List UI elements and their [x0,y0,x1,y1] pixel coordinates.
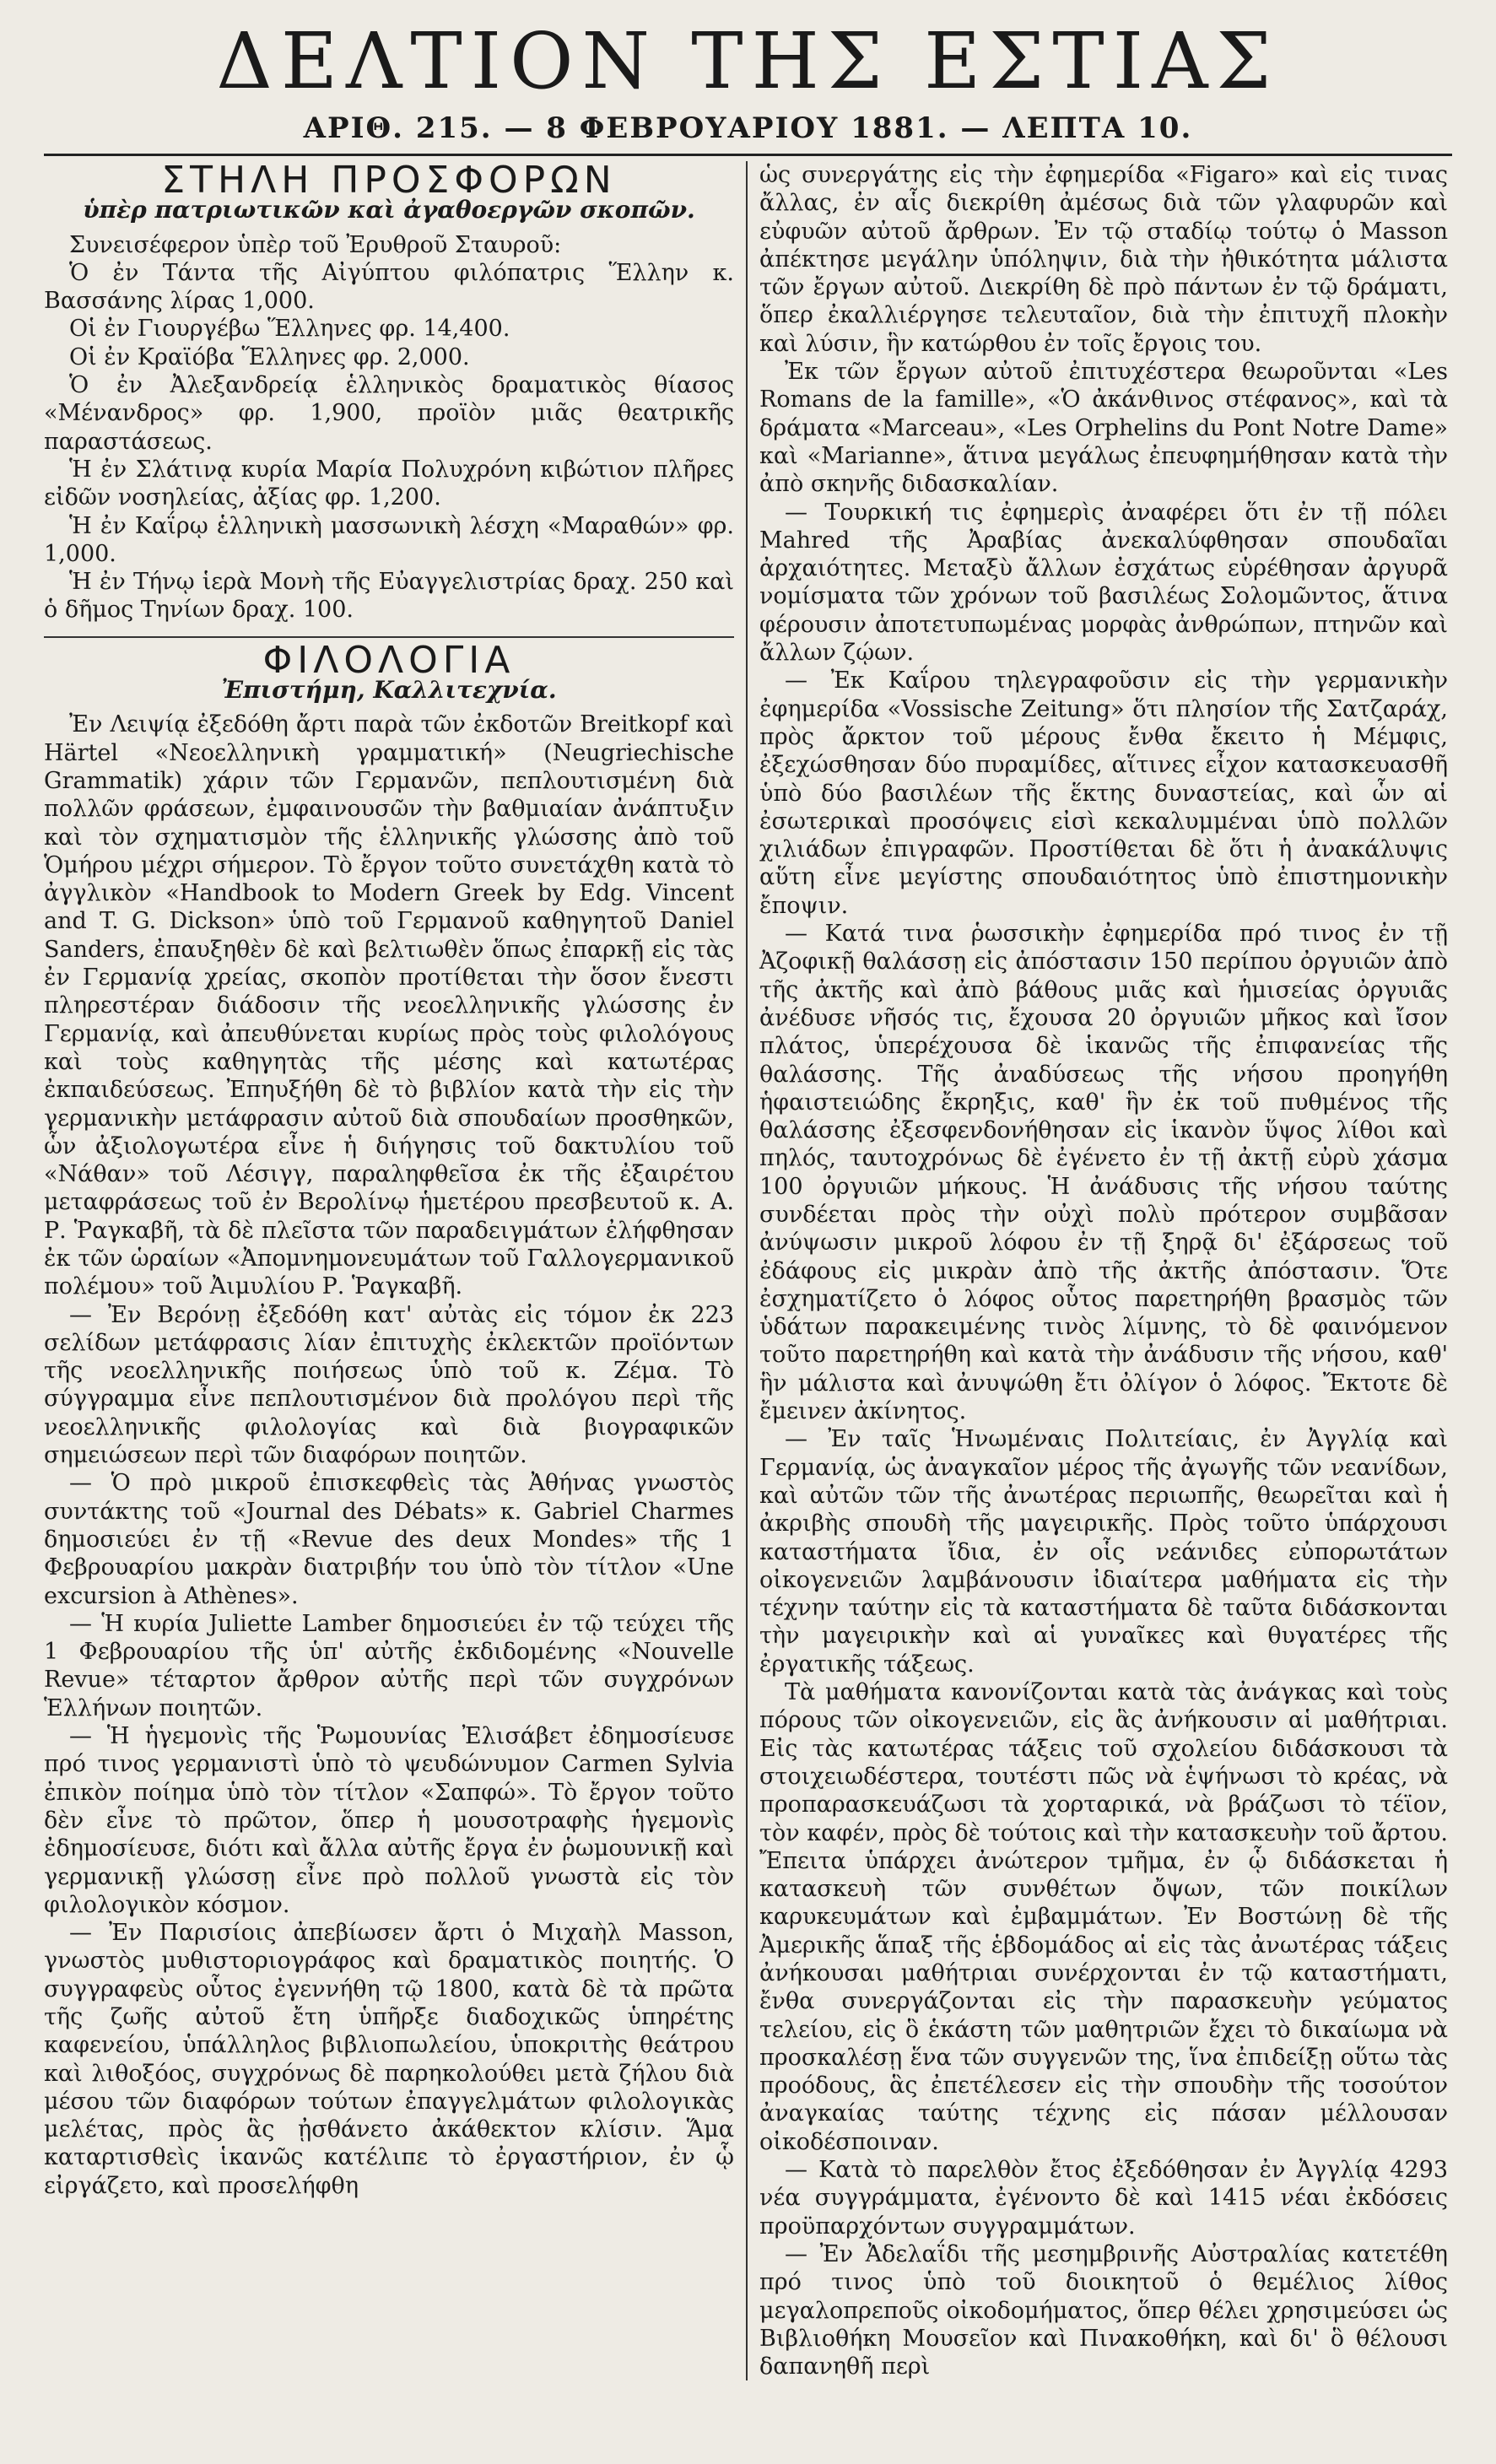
article-paragraph: Τὰ μαθήματα κανονίζονται κατὰ τὰς ἀνάγκας καὶ τοὺς πόρους τῶν οἰκογενειῶν, εἰς ἃς ἀνήκουσιν αἱ μαθήτριαι. Εἰς τὰς κατωτέρας τάξεις τοῦ σχολείου διδάσκουσι τὰ στοιχειωδέστερα, τουτέστι πῶς νὰ ἑψήνωσι τὸ κρέας, νὰ προπαρασκευάζωσι τὰ χορταρικά, νὰ βράζωσι τὸ τέϊον, τὸν καφέν, πρὸς δὲ τούτοις καὶ τὴν κατασκευὴν τοῦ ἄρτου. Ἔπειτα ὑπάρχει ἀνώτερον τμῆμα, ἐν ᾧ διδάσκεται ἡ κατασκευὴ τῶν συνθέτων ὄψων, τῶν ποικίλων καρυκευμάτων καὶ ἐμβαμμάτων. Ἐν Βοστώνῃ δὲ τῆς Ἀμερικῆς ἅπαξ τῆς ἑβδομάδος αἱ εἰς τὰς ἀνωτέρας τάξεις ἀνήκουσαι μαθήτριαι συνέρχονται ἐν τῷ καταστήματι, ἔνθα συνεργάζονται εἰς τὴν παρασκευὴν γεύματος τελείου, εἰς ὃ ἑκάστη τῶν μαθητριῶν ἔχει τὸ δικαίωμα νὰ προσκαλέσῃ ἕνα τῶν συγγενῶν της, ἵνα ἐπιδείξῃ οὕτω τὰς προόδους, ἃς ἐπετέλεσεν εἰς τὴν σπουδὴν τῆς τοσούτον ἀναγκαίας ταύτης τέχνης εἰς πάσαν μέλλουσαν οἰκοδέσποιναν. [759,1679,1448,2155]
offers-paragraph: Συνεισέφερον ὑπὲρ τοῦ Ἐρυθροῦ Σταυροῦ: [69,231,562,258]
offers-paragraph: Οἱ ἐν Κραϊόβα Ἕλληνες φρ. 2,000. [69,343,470,370]
header-rule [44,154,1452,156]
article-paragraph: Ἐκ τῶν ἔργων αὐτοῦ ἐπιτυχέστερα θεωροῦνται «Les Romans de la famille», «Ὁ ἀκάνθινος στέφανος», καὶ τὰ δράματα «Marceau», «Les Orphelins du Pont Notre Dame» καὶ «Marianne», ἅτινα μεγάλως ἐπευφημήθησαν κατὰ τὴν ἀπὸ σκηνῆς διδασκαλίαν. [759,359,1448,498]
article-paragraph: — Ἐν Παρισίοις ἀπεβίωσεν ἄρτι ὁ Μιχαὴλ Masson, γνωστὸς μυθιστοριογράφος καὶ δραματικὸς ποιητής. Ὁ συγγραφεὺς οὗτος ἐγεννήθη τῷ 1800, κατὰ δὲ τὰ πρῶτα τῆς ζωῆς αὐτοῦ ἔτη ὑπῆρξε διαδοχικῶς ὑπηρέτης καφενείου, ὑπάλληλος βιβλιοπωλείου, ὑποκριτὴς θεάτρου καὶ λιθοξόος, συγχρόνως δὲ παρηκολούθει μετὰ ζήλου διὰ μέσου τῶν διαφόρων τούτων ἐπαγγελμάτων φιλολογικὰς μελέτας, πρὸς ἃς ᾐσθάνετο ἀκάθεκτον κλίσιν. Ἅμα καταρτισθεὶς ἱκανῶς κατέλιπε τὸ ἐργαστήριον, ἐν ᾧ εἰργάζετο, καὶ προσελήφθη [44,1920,734,2199]
section-divider [44,636,734,638]
article-paragraph: — Ἐκ Καΐρου τηλεγραφοῦσιν εἰς τὴν γερμανικὴν ἐφημερίδα «Vossische Zeitung» ὅτι πλησίον τῆς Σατζαράχ, πρὸς ἄρκτον τοῦ μέρους ἔνθα ἔκειτο ἡ Μέμφις, ἐξεχώσθησαν δύο πυραμίδες, αἵτινες εἶχον κατασκευασθῆ ὑπὸ δύο βασιλέων τῆς ἕκτης δυναστείας, καὶ ὧν αἱ ἐσωτερικαὶ προσόψεις εἰσὶ κεκαλυμμέναι ὑπὸ πολλῶν χιλιάδων ἐπιγραφῶν. Προστίθεται δὲ ὅτι ἡ ἀνακάλυψις αὕτη εἶνε μεγίστης σπουδαιότητος ὑπὸ ἐπιστημονικὴν ἔποψιν. [759,667,1448,919]
article-paragraph: — Ὁ πρὸ μικροῦ ἐπισκεφθεὶς τὰς Ἀθήνας γνωστὸς συντάκτης τοῦ «Journal des Débats» κ. Gabriel Charmes δημοσιεύει ἐν τῇ «Revue des deux Mondes» τῆς 1 Φεβρουαρίου μακρὰν διατριβήν του ὑπὸ τὸν τίτλον «Une excursion à Athènes». [44,1470,734,1609]
article-paragraph: ὡς συνεργάτης εἰς τὴν ἐφημερίδα «Figaro» καὶ εἰς τινας ἄλλας, ἐν αἷς διεκρίθη ἀμέσως διὰ τῶν γλαφυρῶν καὶ εὐφυῶν αὐτοῦ ἄρθρων. Ἐν τῷ σταδίῳ τούτῳ ὁ Masson ἀπέκτησε μεγάλην ὑπόληψιν, διὰ τὴν ἠθικότητα μάλιστα τῶν ἔργων αὐτοῦ. Διεκρίθη δὲ πρὸ πάντων ἐν τῷ δράματι, ὅπερ ἐκαλλιέργησε τελευταῖον, διὰ τὴν ἐπιτυχῆ πλοκὴν καὶ λύσιν, ἣν κατώρθου ἐν τοῖς ἔργοις του. [759,162,1448,357]
offers-paragraph: Οἱ ἐν Γιουργέβω Ἕλληνες φρ. 14,400. [69,316,510,343]
offers-paragraph: Ἡ ἐν Τήνῳ ἱερὰ Μονὴ τῆς Εὐαγγελιστρίας δραχ. 250 καὶ ὁ δῆμος Τηνίων δραχ. 100. [44,569,734,624]
left-column [44,161,746,2380]
philology-subtitle: Ἐπιστήμη, Καλλιτεχνία. [221,676,557,705]
right-column [746,161,1448,2380]
article-paragraph: — Κατὰ τὸ παρελθὸν ἔτος ἐξεδόθησαν ἐν Ἀγγλίᾳ 4293 νέα συγγράμματα, ἐγένοντο δὲ καὶ 1415 νέαι ἐκδόσεις προϋπαρχόντων συγγραμμάτων. [759,2157,1448,2240]
article-paragraph: — Τουρκική τις ἐφημερὶς ἀναφέρει ὅτι ἐν τῇ πόλει Mahred τῆς Ἀραβίας ἀνεκαλύφθησαν σπουδαῖαι ἀρχαιότητες. Μεταξὺ ἄλλων ἐσχάτως εὑρέθησαν ἀργυρᾶ νομίσματα τῶν χρόνων τοῦ βασιλέως Σολομῶντος, ἅτινα φέρουσιν ἀποτετυπωμένας μορφὰς ἀνθρώπων, πτηνῶν καὶ ἄλλων ζῴων. [759,499,1448,667]
article-paragraph: Ἐν Λειψίᾳ ἐξεδόθη ἄρτι παρὰ τῶν ἐκδοτῶν Breitkopf καὶ Härtel «Νεοελληνικὴ γραμματική» (Neugriechische Grammatik) χάριν τῶν Γερμανῶν, πεπλουτισμένη διὰ πολλῶν φράσεων, ἐμφαινουσῶν τὴν βαθμιαίαν ἀνάπτυξιν καὶ τὸν σχηματισμὸν τῆς ἑλληνικῆς γλώσσης ἀπὸ τοῦ Ὁμήρου μέχρι σήμερον. Τὸ ἔργον τοῦτο συνετάχθη κατὰ τὸ ἀγγλικὸν «Handbook to Modern Greek by Edg. Vincent and T. G. Dickson» ὑπὸ τοῦ Γερμανοῦ καθηγητοῦ Daniel Sanders, ἐπαυξηθὲν δὲ καὶ βελτιωθὲν ὅπως ἐπαρκῇ εἰς τὰς ἐν Γερμανίᾳ χρείας, σκοπὸν προτίθεται τὴν ὅσον ἔνεστι πληρεστέραν διάδοσιν τῆς νεοελληνικῆς γλώσσης ἐν Γερμανίᾳ, καὶ ἀπευθύνεται κυρίως πρὸς τοὺς φιλολόγους καὶ τοὺς καθηγητὰς τῆς μέσης καὶ κατωτέρας ἐκπαιδεύσεως. Ἐπηυξήθη δὲ τὸ βιβλίον κατὰ τὴν εἰς τὴν γερμανικὴν μετάφρασιν αὐτοῦ διὰ σπουδαίων προσθηκῶν, ὧν ἀξιολογωτέρα εἶνε ἡ διήγησις τοῦ δακτυλίου τοῦ «Νάθαν» τοῦ Λέσιγγ, παραληφθεῖσα ἐκ τῆς ἐξαιρέτου μεταφράσεως τοῦ ἐν Βερολίνῳ ἡμετέρου πρεσβευτοῦ κ. Α. Ρ. Ῥαγκαβῆ, τὰ δὲ πλεῖστα τῶν παραδειγμάτων ἐλήφθησαν ἐκ τῶν ὡραίων «Ἀπομνημονευμάτων τοῦ Γαλλογερμανικοῦ πολέμου» τοῦ Ἀιμυλίου Ρ. Ῥαγκαβῆ. [44,711,734,1300]
masthead: ΔΕΛΤΙΟΝ ΤΗΣ ΕΣΤΙΑΣ [216,16,1280,106]
article-paragraph: — Ἐν Ἀδελαΐδι τῆς μεσημβρινῆς Αὐστραλίας κατετέθη πρό τινος ὑπὸ τοῦ διοικητοῦ ὁ θεμέλιος λίθος μεγαλοπρεποῦς οἰκοδομήματος, ὅπερ θέλει χρησιμεύσει ὡς Βιβλιοθήκη Μουσεῖον καὶ Πινακοθήκη, καὶ δι' ὃ θέλουσι δαπανηθῆ περὶ [759,2240,1448,2380]
article-paragraph: — Ἐν ταῖς Ἡνωμέναις Πολιτείαις, ἐν Ἀγγλίᾳ καὶ Γερμανίᾳ, ὡς ἀναγκαῖον μέρος τῆς ἀγωγῆς τῶν νεανίδων, καὶ αὐτῶν τῶν τῆς ἀνωτέρας περιωπῆς, θεωρεῖται καὶ ἡ ἀκριβὴς σπουδὴ τῆς μαγειρικῆς. Πρὸς τοῦτο ὑπάρχουσι καταστήματα ἴδια, ἐν οἷς νεάνιδες εὐπορωτάτων οἰκογενειῶν λαμβάνουσιν ἰδιαίτερα μαθήματα εἰς τὴν τέχνην ταύτην εἰς τὰ καταστήματα δὲ ταῦτα διδάσκονται τὴν μαγειρικὴν καὶ αἱ γυναῖκες καὶ θυγατέρες τῆς ἐργατικῆς τάξεως. [759,1426,1448,1678]
article-paragraph: — Ἡ ἡγεμονὶς τῆς Ῥωμουνίας Ἐλισάβετ ἐδημοσίευσε πρό τινος γερμανιστὶ ὑπὸ τὸ ψευδώνυμον Carmen Sylvia ἐπικὸν ποίημα ὑπὸ τὸν τίτλον «Σαπφώ». Τὸ ἔργον τοῦτο δὲν εἶνε τὸ πρῶτον, ὅπερ ἡ μουσοτραφὴς ἡγεμονὶς ἐδημοσίευσε, διότι καὶ ἄλλα αὐτῆς ἔργα ἐν ῥωμουνικῇ καὶ γερμανικῇ γλώσσῃ εἶνε πρὸ πολλοῦ γνωστὰ εἰς τὸν φιλολογικὸν κόσμον. [44,1723,734,1918]
article-paragraph: — Κατά τινα ῥωσσικὴν ἐφημερίδα πρό τινος ἐν τῇ Ἀζοφικῇ θαλάσσῃ εἰς ἀπόστασιν 150 περίπου ὀργυιῶν ἀπὸ τῆς ἀκτῆς καὶ ἀπὸ βάθους μιᾶς καὶ ἡμισείας ὀργυιᾶς ἀνέδυσε νῆσός τις, ἔχουσα 20 ὀργυιῶν μῆκος καὶ ἴσον πλάτος, ὑπερέχουσα δὲ ἱκανῶς τῆς ἐπιφανείας τῆς θαλάσσης. Τῆς ἀναδύσεως τῆς νήσου προηγήθη ἡφαιστειώδης ἔκρηξις, καθ' ἣν ἐκ τοῦ πυθμένος τῆς θαλάσσης ἐξεσφενδονήθησαν εἰς ἱκανὸν ὕψος λίθοι καὶ πηλός, ταυτοχρόνως δὲ ἐγένετο ἐν τῇ ἀκτῇ εὐρὺ χάσμα 100 ὀργυιῶν μήκους. Ἡ ἀνάδυσις τῆς νήσου ταύτης συνδέεται πρὸς τὴν οὐχὶ πολὺ πρότερον συμβᾶσαν ἀνύψωσιν μικροῦ λόφου ἐν τῇ ξηρᾷ δι' ἐξάρσεως τοῦ ἐδάφους εἰς μικρὰν ἀπὸ τῆς ἀκτῆς ἀπόστασιν. Ὅτε ἐσχηματίζετο ὁ λόφος οὗτος παρετηρήθη βρασμὸς τῶν ὑδάτων παρακειμένης τινὸς λίμνης, τὸ δὲ φαινόμενον τοῦτο παρετηρήθη καὶ κατὰ τὴν ἀνάδυσιν τῆς νήσου, καθ' ἣν μάλιστα καὶ ἀνυψώθη ἔτι ὀλίγον ὁ λόφος. Ἔκτοτε δὲ ἔμεινεν ἀκίνητος. [759,921,1448,1425]
issue-line: ΑΡΙΘ. 215. — 8 ΦΕΒΡΟΥΑΡΙΟΥ 1881. — ΛΕΠΤΑ 10. [303,111,1193,145]
article-paragraph: — Ἐν Βερόνῃ ἐξεδόθη κατ' αὐτὰς εἰς τόμον ἐκ 223 σελίδων μετάφρασις λίαν ἐπιτυχὴς ἐκλεκτῶν προϊόντων τῆς νεοελληνικῆς ποιήσεως ὑπὸ τοῦ κ. Ζέμα. Τὸ σύγγραμμα εἶνε πεπλουτισμένον διὰ προλόγου περὶ τῆς νεοελληνικῆς φιλολογίας καὶ διὰ βιογραφικῶν σημειώσεων περὶ τῶν διαφόρων ποιητῶν. [44,1301,734,1469]
philology-title: ΦΙΛΟΛΟΓΙΑ [262,638,516,682]
offers-paragraph: Ἡ ἐν Σλάτινᾳ κυρία Μαρία Πολυχρόνη κιβώτιον πλῆρες εἰδῶν νοσηλείας, ἀξίας φρ. 1,200. [44,456,734,511]
offers-title: ΣΤΗΛΗ ΠΡΟΣΦΟΡΩΝ [161,161,617,202]
article-paragraph: — Ἡ κυρία Juliette Lamber δημοσιεύει ἐν τῷ τεύχει τῆς 1 Φεβρουαρίου τῆς ὑπ' αὐτῆς ἐκδιδομένης «Nouvelle Revue» τέταρτον ἄρθρον αὐτῆς περὶ τῶν συγχρόνων Ἑλλήνων ποιητῶν. [44,1610,734,1721]
offers-paragraph: Ἡ ἐν Καΐρῳ ἑλληνικὴ μασσωνικὴ λέσχη «Μαραθών» φρ. 1,000. [44,512,734,567]
offers-paragraph: Ὁ ἐν Ἀλεξανδρείᾳ ἑλληνικὸς δραματικὸς θίασος «Μένανδρος» φρ. 1,900, προϊὸν μιᾶς θεατρικῆς παραστάσεως. [44,372,734,455]
offers-paragraph: Ὁ ἐν Τάντα τῆς Αἰγύπτου φιλόπατρις Ἕλλην κ. Βασσάνης λίρας 1,000. [44,259,734,315]
columns [44,161,1452,2380]
offers-subtitle: ὑπὲρ πατριωτικῶν καὶ ἀγαθοεργῶν σκοπῶν. [83,196,695,224]
